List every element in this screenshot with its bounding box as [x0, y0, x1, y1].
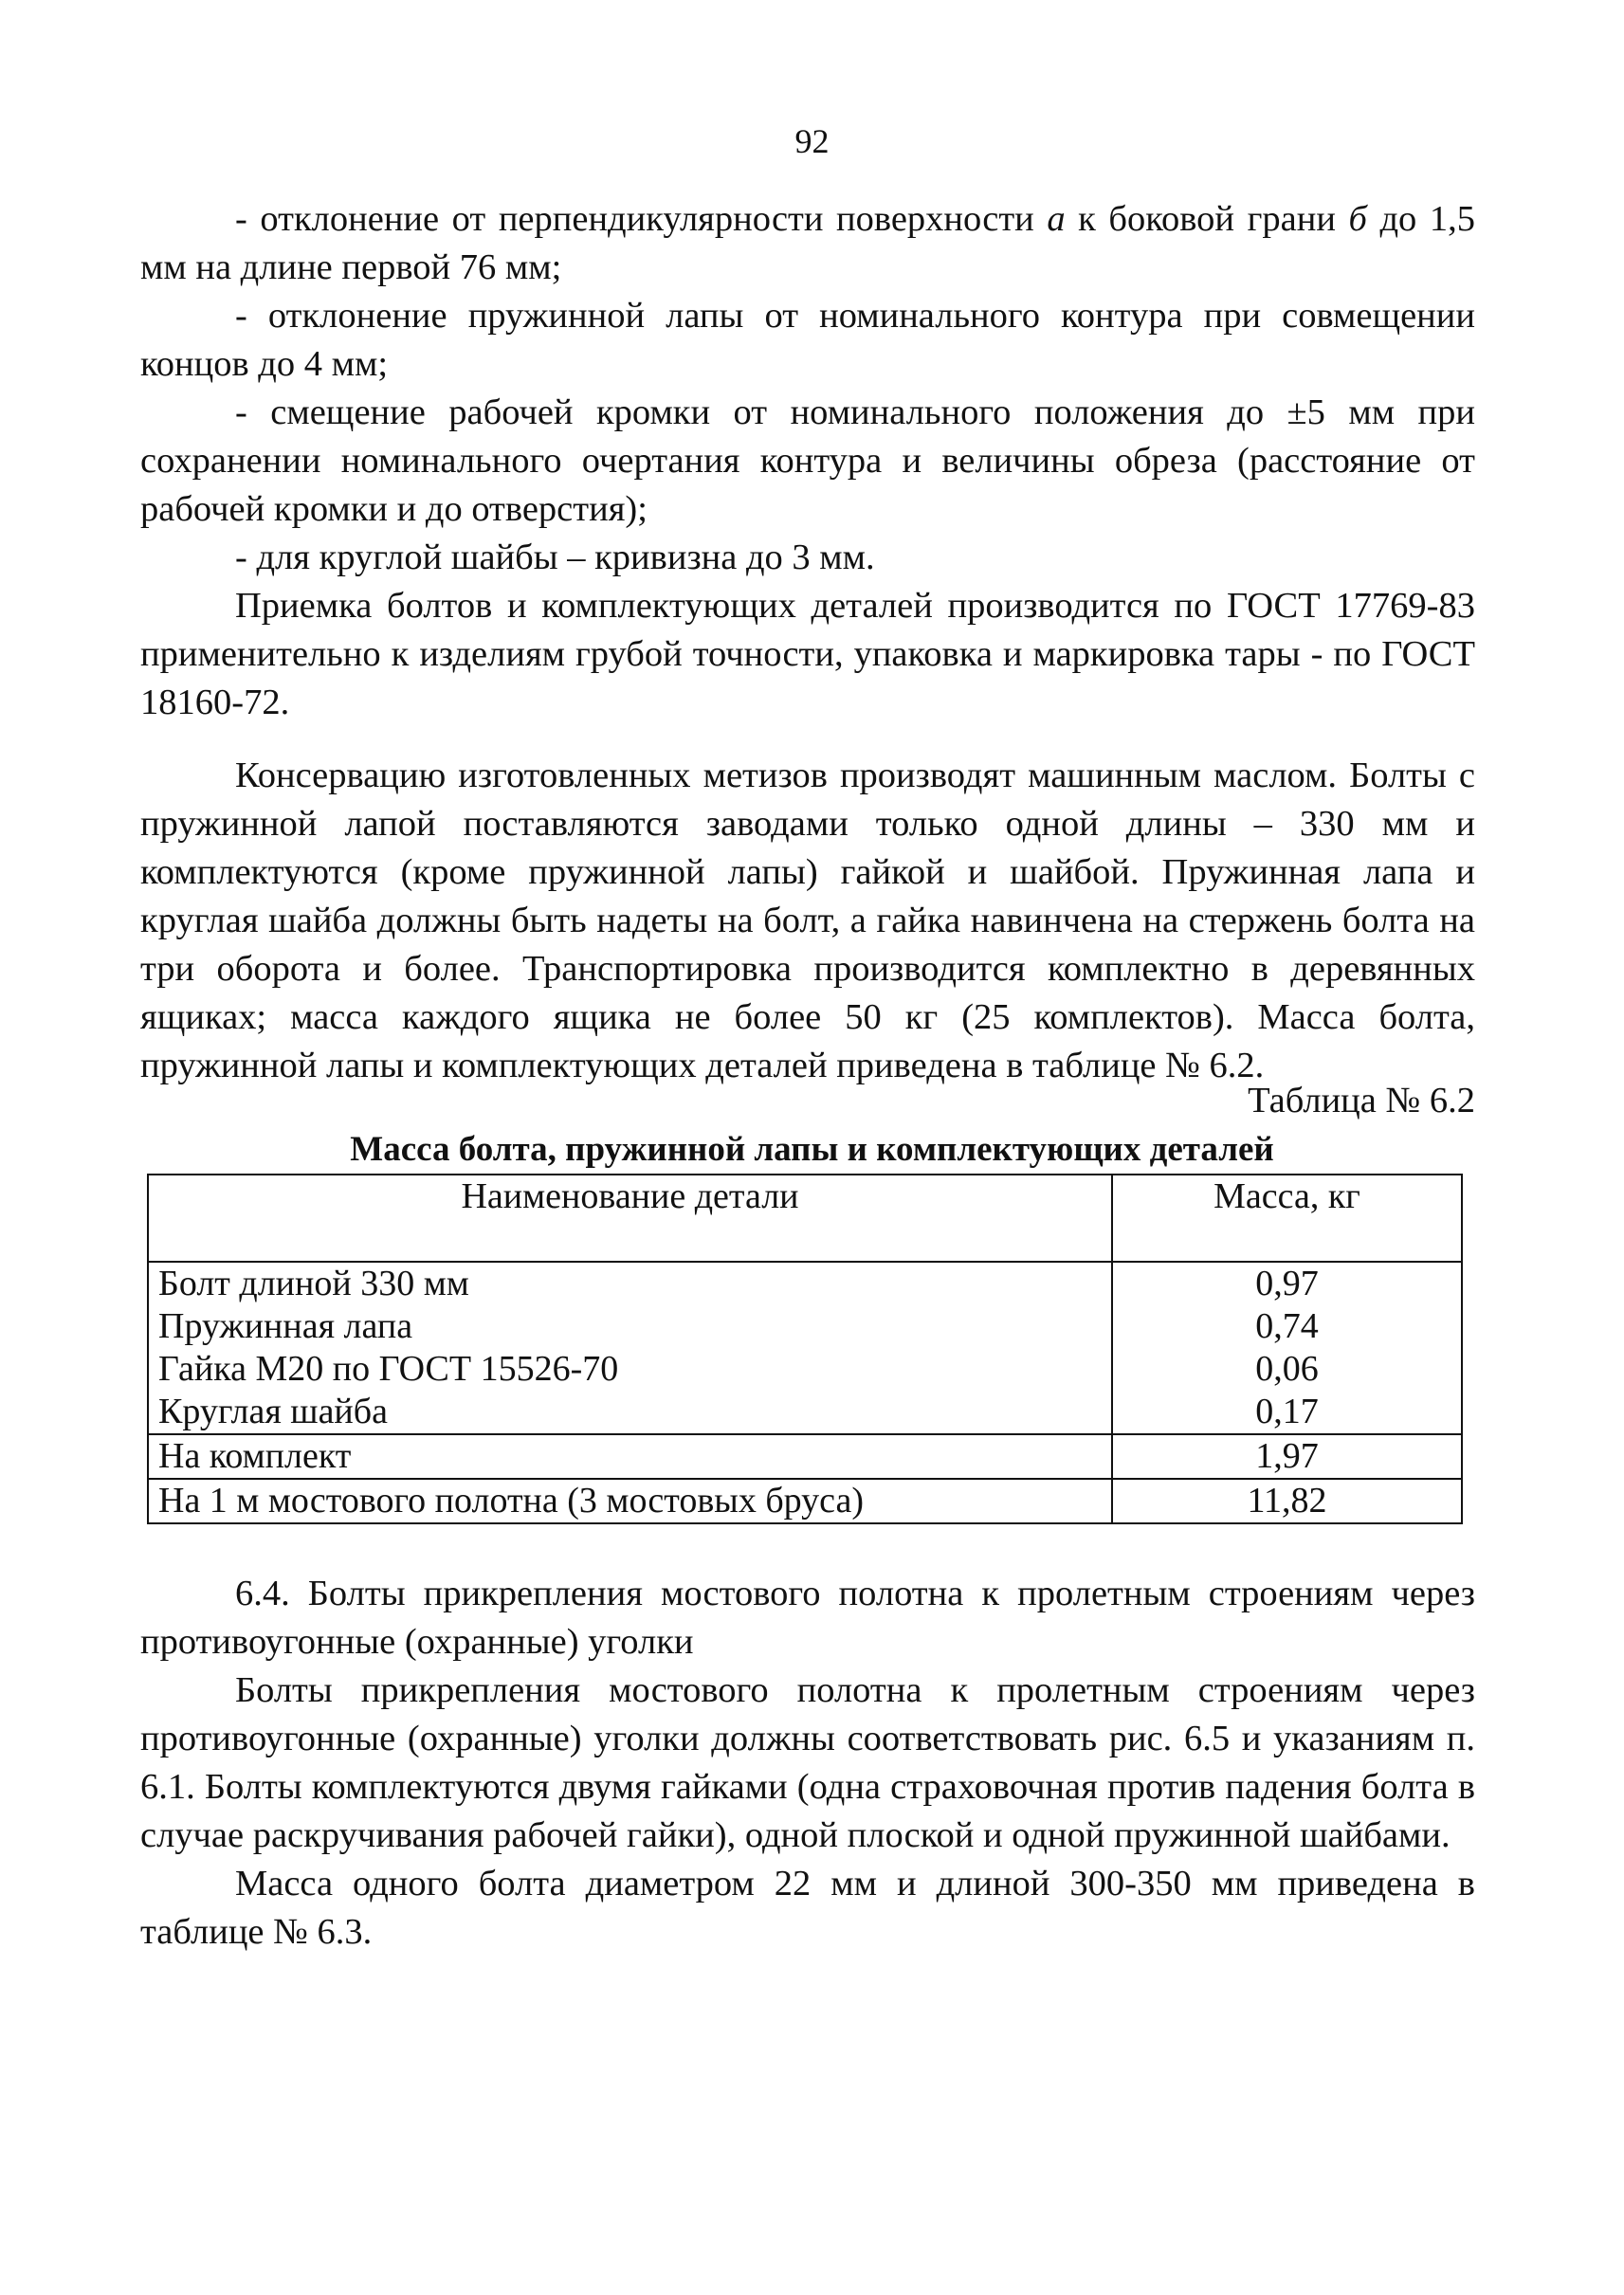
part-mass: 0,74 — [1255, 1306, 1319, 1346]
parts-names-cell — [148, 1262, 1112, 1434]
list-item-washer-curvature: - для круглой шайбы – кривизна до 3 мм. — [235, 537, 875, 577]
part-name: Пружинная лапа — [158, 1306, 413, 1346]
parts-mass-cell — [1112, 1262, 1462, 1434]
header-mass: Масса, кг — [1112, 1175, 1462, 1262]
italic-letter-b: б — [1348, 199, 1367, 239]
text-span: - отклонение от перпендикулярности поверхности — [235, 199, 1048, 239]
paragraph-acceptance: Приемка болтов и комплектующих деталей производится по ГОСТ 17769-83 применительно к изделиям грубой точности, упаковка и маркировка тары - по ГОСТ 18160-72. — [140, 586, 1475, 722]
table-row — [148, 1262, 1462, 1434]
table-title: Масса болта, пружинной лапы и комплектующих деталей — [350, 1130, 1274, 1169]
list-item-perpendicularity — [140, 195, 1475, 292]
part-name: Круглая шайба — [158, 1392, 388, 1431]
paragraph-section-bolts: Болты прикрепления мостового полотна к пролетным строениям через противоугонные (охранные) уголки должны соответствовать рис. 6.5 и указаниям п. 6.1. Болты комплектуются двумя гайками (одна страховочная против падения болта в случае раскручивания рабочей гайки), одной плоской и одной пружинной шайбами. — [140, 1670, 1475, 1855]
paragraph-bolt-mass-ref: Масса одного болта диаметром 22 мм и длиной 300-350 мм приведена в таблице № 6.3. — [140, 1864, 1475, 1952]
list-item-spring-paw-deviation: - отклонение пружинной лапы от номинального контура при совмещении концов до 4 мм; — [140, 296, 1475, 384]
part-name: Гайка М20 по ГОСТ 15526-70 — [158, 1349, 619, 1389]
table-row — [148, 1479, 1462, 1523]
italic-letter-a: а — [1047, 199, 1066, 239]
paragraph-conservation: Консервацию изготовленных метизов производят машинным маслом. Болты с пружинной лапой поставляются заводами только одной длины – 330 мм и комплектуются (кроме пружинной лапы) гайкой и шайбой. Пружинная лапа и круглая шайба должны быть надеты на болт, а гайка навинчена на стержень болта на три оборота и более. Транспортировка производится комплектно в деревянных ящиках; масса каждого ящика не более 50 кг (25 комплектов). Масса болта, пружинной лапы и комплектующих деталей приведена в таблице № 6.2. — [140, 756, 1475, 1085]
text-span: к боковой грани — [1065, 199, 1349, 239]
per-meter-mass: 11,82 — [1112, 1479, 1462, 1523]
spacer — [140, 727, 1475, 752]
list-item-edge-shift: - смещение рабочей кромки от номинального положения до ±5 мм при сохранении номинального очертания контура и величины обреза (расстояние от рабочей кромки и до отверстия); — [140, 392, 1475, 529]
table-row — [148, 1434, 1462, 1479]
part-mass: 0,97 — [1255, 1264, 1319, 1303]
text-span: до 1,5 мм на длине первой 76 мм; — [140, 199, 1475, 287]
part-mass: 0,17 — [1255, 1392, 1319, 1431]
section-heading: 6.4. Болты прикрепления мостового полотна к пролетным строениям через противоугонные (охранные) уголки — [140, 1574, 1475, 1662]
header-part-name: Наименование детали — [148, 1175, 1112, 1262]
set-mass: 1,97 — [1112, 1434, 1462, 1479]
table-header-row — [148, 1175, 1462, 1262]
part-name: Болт длиной 330 мм — [158, 1264, 469, 1303]
body-text-bottom — [140, 1570, 1475, 1957]
body-text-top — [140, 195, 1475, 1090]
table-reference: Таблица № 6.2 — [1248, 1081, 1475, 1120]
per-meter-name: На 1 м мостового полотна (3 мостовых бруса) — [148, 1479, 1112, 1523]
page-number: 92 — [794, 122, 830, 160]
part-mass: 0,06 — [1255, 1349, 1319, 1389]
set-name: На комплект — [148, 1434, 1112, 1479]
mass-table — [147, 1174, 1463, 1524]
